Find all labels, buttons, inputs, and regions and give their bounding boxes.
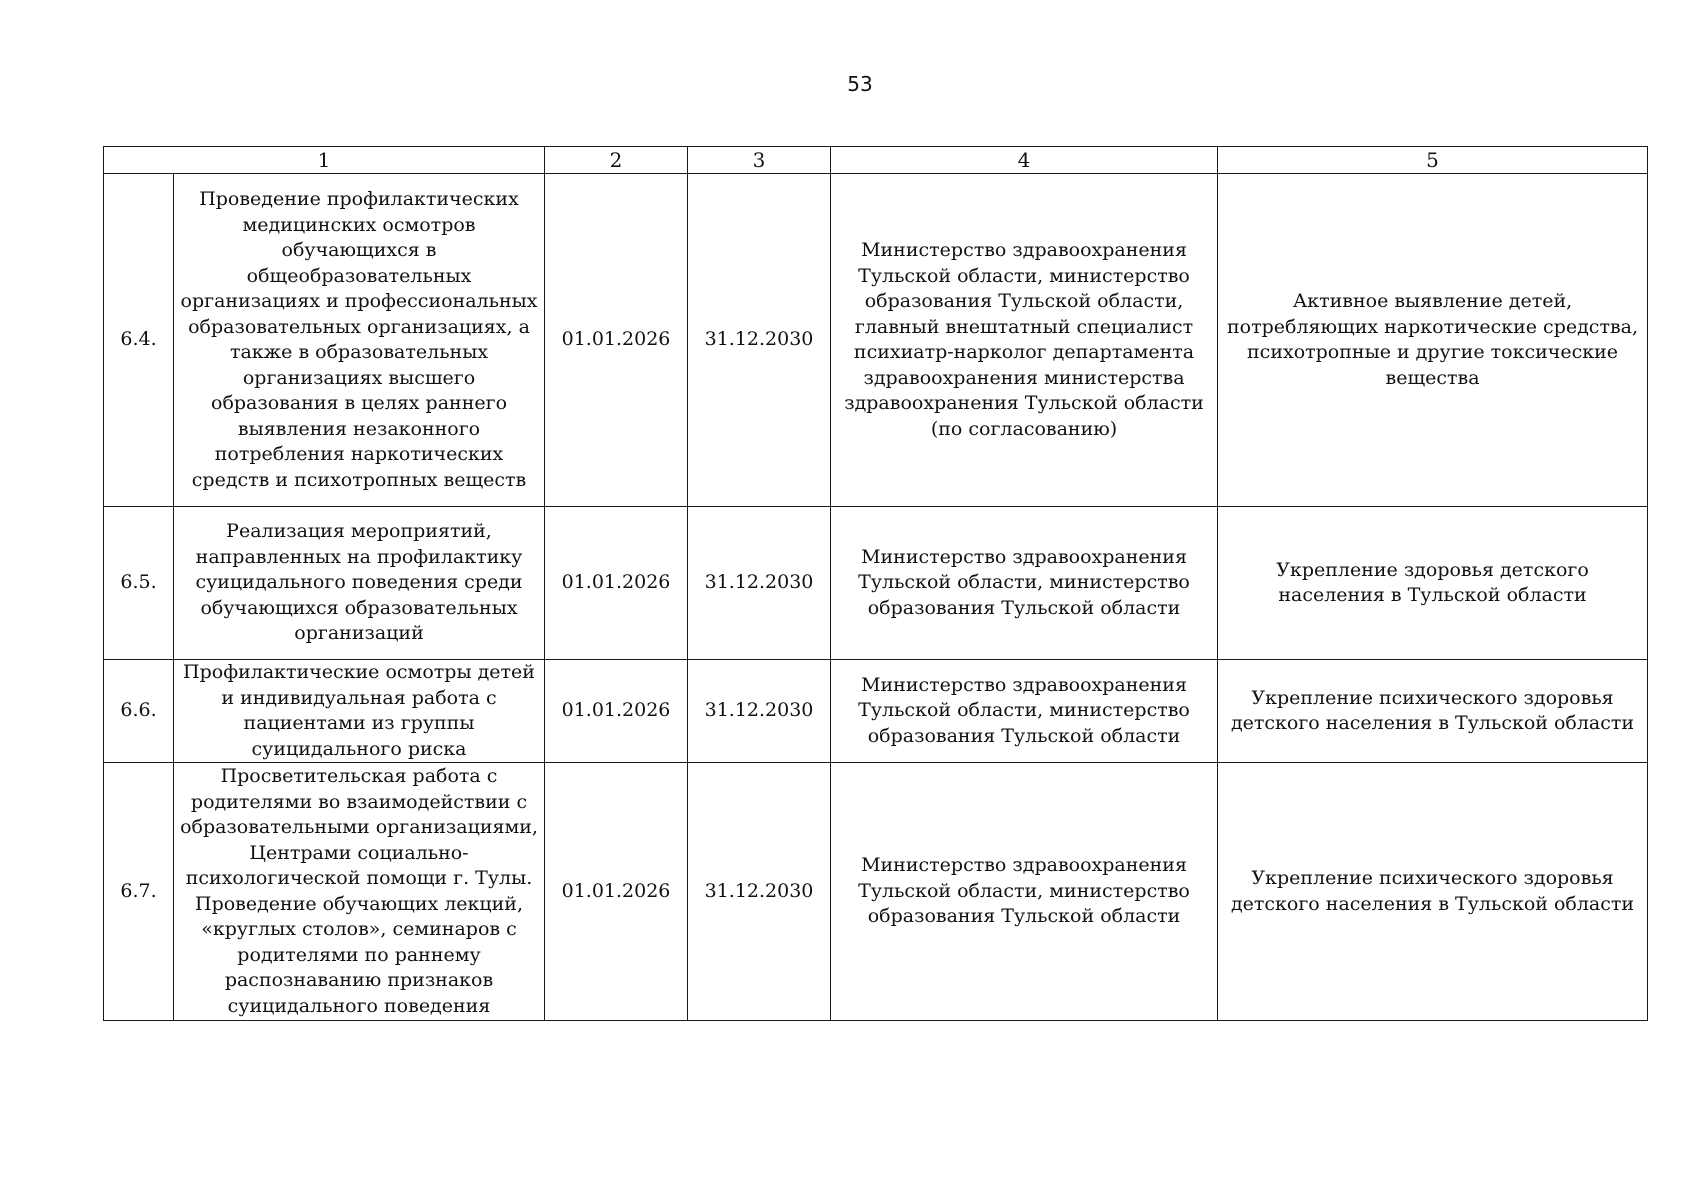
measure-name: Просветительская работа с родителями во взаимодействии с образовательными организациями, Центрами социально-психологической помощи г. Тулы. Проведение обучающих лекций, «круглых столов», семинаров с родителями по раннему распознаванию признаков суицидального поведения: [174, 763, 545, 1021]
measures-table: [103, 146, 1648, 1021]
table-row: [104, 763, 1648, 1021]
row-number: 6.5.: [104, 507, 174, 660]
measure-name: Реализация мероприятий, направленных на профилактику суицидального поведения среди обучающихся образовательных организаций: [174, 507, 545, 660]
responsible-executors: Министерство здравоохранения Тульской области, министерство образования Тульской области, главный внештатный специалист психиатр-нарколог департамента здравоохранения министерства здравоохранения Тульской области (по согласованию): [831, 174, 1218, 507]
column-header-2: 2: [545, 147, 688, 174]
start-date: 01.01.2026: [545, 763, 688, 1021]
end-date: 31.12.2030: [688, 174, 831, 507]
start-date: 01.01.2026: [545, 660, 688, 763]
row-number: 6.7.: [104, 763, 174, 1021]
expected-result: Активное выявление детей, потребляющих наркотические средства, психотропные и другие токсические вещества: [1218, 174, 1648, 507]
end-date: 31.12.2030: [688, 507, 831, 660]
table-header-row: [104, 147, 1648, 174]
table-row: [104, 174, 1648, 507]
table-row: [104, 507, 1648, 660]
table-row: [104, 660, 1648, 763]
measure-name: Профилактические осмотры детей и индивидуальная работа с пациентами из группы суицидального риска: [174, 660, 545, 763]
row-number: 6.6.: [104, 660, 174, 763]
end-date: 31.12.2030: [688, 763, 831, 1021]
expected-result: Укрепление здоровья детского населения в Тульской области: [1218, 507, 1648, 660]
column-header-1: 1: [104, 147, 545, 174]
row-number: 6.4.: [104, 174, 174, 507]
responsible-executors: Министерство здравоохранения Тульской области, министерство образования Тульской области: [831, 763, 1218, 1021]
column-header-3: 3: [688, 147, 831, 174]
end-date: 31.12.2030: [688, 660, 831, 763]
measure-name: Проведение профилактических медицинских осмотров обучающихся в общеобразовательных организациях и профессиональных образовательных организациях, а также в образовательных организациях высшего образования в целях раннего выявления незаконного потребления наркотических средств и психотропных веществ: [174, 174, 545, 507]
expected-result: Укрепление психического здоровья детского населения в Тульской области: [1218, 763, 1648, 1021]
page-number: 53: [847, 72, 873, 96]
responsible-executors: Министерство здравоохранения Тульской области, министерство образования Тульской области: [831, 507, 1218, 660]
column-header-4: 4: [831, 147, 1218, 174]
column-header-5: 5: [1218, 147, 1648, 174]
start-date: 01.01.2026: [545, 507, 688, 660]
start-date: 01.01.2026: [545, 174, 688, 507]
responsible-executors: Министерство здравоохранения Тульской области, министерство образования Тульской области: [831, 660, 1218, 763]
expected-result: Укрепление психического здоровья детского населения в Тульской области: [1218, 660, 1648, 763]
